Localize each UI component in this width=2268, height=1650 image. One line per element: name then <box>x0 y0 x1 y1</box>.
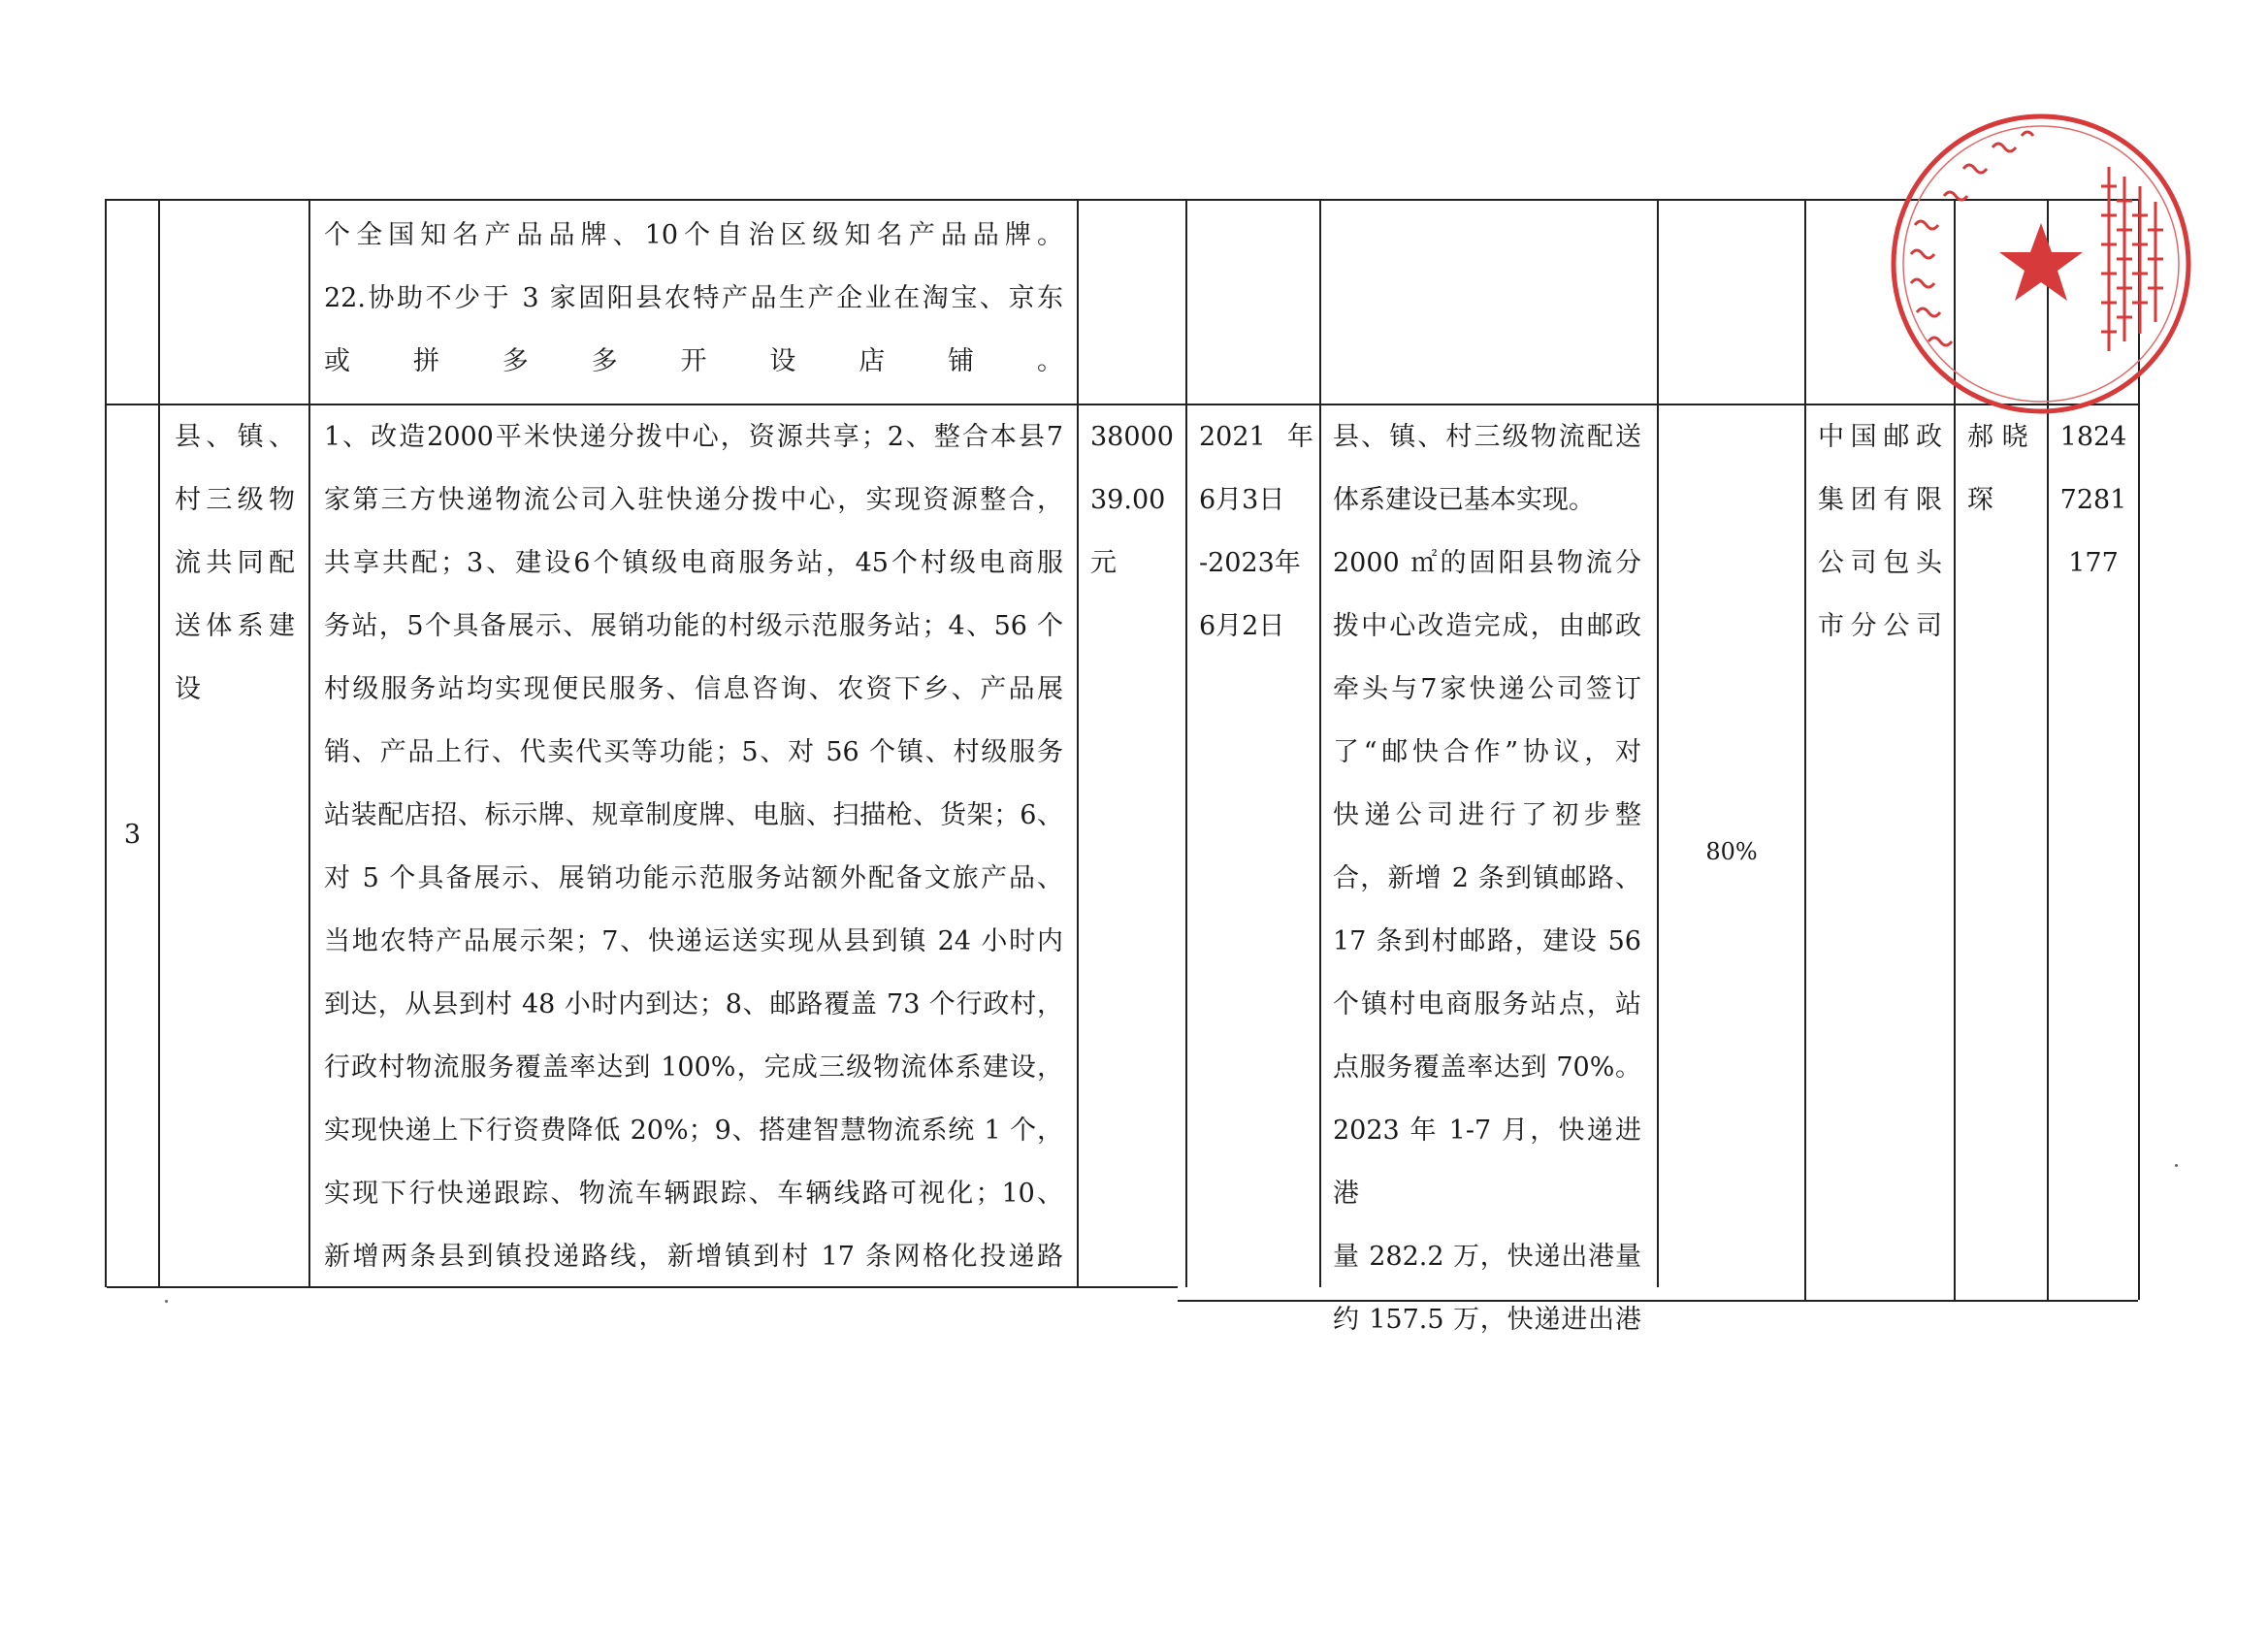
contact-line: 琛 <box>1967 485 1993 515</box>
content-line: 共享共配；3、建设6个镇级电商服务站，45个村级电商服 <box>324 548 1063 578</box>
content-line: 实现下行快递跟踪、物流车辆跟踪、车辆线路可视化；10、 <box>324 1179 1063 1209</box>
period-line: -2023年 <box>1199 548 1301 578</box>
content-line: 1、改造2000平米快递分拨中心，资源共享；2、整合本县7 <box>324 422 1063 452</box>
progress-line: 拨中心改造完成，由邮政 <box>1333 611 1641 641</box>
amount-line: 38000 <box>1090 422 1174 452</box>
phone-cell <box>2049 405 2138 595</box>
amount-line: 元 <box>1090 548 1117 578</box>
progress-line: 2000 ㎡的固阳县物流分 <box>1333 548 1641 578</box>
column-divider <box>1319 199 1321 1287</box>
column-divider <box>158 199 160 1287</box>
phone-line: 177 <box>2068 548 2119 578</box>
project-name-line: 流共同配 <box>175 548 295 578</box>
continued-content-cell <box>324 204 1063 393</box>
progress-line: 量 282.2 万，快递出港量 <box>1333 1242 1641 1272</box>
column-divider <box>1804 199 1806 1300</box>
phone-line: 1824 <box>2059 422 2127 452</box>
contact-line: 郝 晓 <box>1967 422 2028 452</box>
column-divider <box>1185 199 1187 1287</box>
period-cell <box>1199 405 1313 658</box>
project-name-line: 送体系建 <box>175 611 295 641</box>
table-left-border <box>105 199 107 1287</box>
seal-right-vertical-script <box>2101 167 2163 351</box>
period-line: 2021 年 <box>1199 422 1313 452</box>
completion-rate <box>1659 821 1804 884</box>
content-line: 销、产品上行、代卖代买等功能；5、对 56 个镇、村级服务 <box>324 737 1063 767</box>
progress-line: 了“邮快合作”协议，对 <box>1333 737 1641 767</box>
content-line: 对 5 个具备展示、展销功能示范服务站额外配备文旅产品、 <box>324 863 1063 893</box>
contact-person-cell <box>1967 405 2039 532</box>
progress-line: 点服务覆盖率达到 70%。 <box>1333 1052 1641 1083</box>
unit-line: 集团有限 <box>1818 485 1942 515</box>
star-icon <box>1999 223 2083 301</box>
content-line: 务站，5个具备展示、展销功能的村级示范服务站；4、56 个 <box>324 611 1063 641</box>
amount-line: 39.00 <box>1090 485 1166 515</box>
progress-line: 县、镇、村三级物流配送 <box>1333 422 1641 452</box>
column-divider <box>1657 199 1659 1287</box>
unit-line: 中国邮政 <box>1818 422 1942 452</box>
period-line: 6月3日 <box>1199 485 1285 515</box>
content-cell <box>324 405 1063 1288</box>
content-line: 22.协助不少于 3 家固阳县农特产品生产企业在淘宝、京东 <box>324 283 1063 313</box>
content-line: 当地农特产品展示架；7、快递运送实现从县到镇 24 小时内 <box>324 926 1063 956</box>
content-line: 到达，从县到村 48 小时内到达；8、邮路覆盖 73 个行政村， <box>324 989 1063 1019</box>
column-divider <box>1077 199 1079 1287</box>
row-number <box>107 803 158 866</box>
amount-cell <box>1090 405 1174 595</box>
content-line: 个全国知名产品品牌、10个自治区级知名产品品牌。 <box>324 220 1063 250</box>
column-divider <box>308 199 310 1287</box>
content-line: 站装配店招、标示牌、规章制度牌、电脑、扫描枪、货架；6、 <box>324 800 1063 830</box>
progress-cell <box>1333 405 1641 1351</box>
phone-line: 7281 <box>2059 485 2127 515</box>
scan-speck <box>165 1300 168 1303</box>
content-line: 行政村物流服务覆盖率达到 100%，完成三级物流体系建设， <box>324 1052 1063 1083</box>
project-name-line: 县、镇、 <box>175 422 295 452</box>
content-line: 实现快递上下行资费降低 20%；9、搭建智慧物流系统 1 个， <box>324 1116 1063 1146</box>
responsible-unit-cell <box>1818 405 1942 658</box>
progress-line: 快递公司进行了初步整 <box>1333 800 1641 830</box>
progress-line: 2023 年 1-7 月，快递进港 <box>1333 1116 1641 1209</box>
content-line: 家第三方快递物流公司入驻快递分拨中心，实现资源整合， <box>324 485 1063 515</box>
content-line: 或拼多多开设店铺。 <box>324 346 1063 376</box>
project-name-line: 设 <box>175 674 201 704</box>
content-line: 新增两条县到镇投递路线，新增镇到村 17 条网格化投递路 <box>324 1242 1063 1272</box>
content-line: 村级服务站均实现便民服务、信息咨询、农资下乡、产品展 <box>324 674 1063 704</box>
progress-line: 合，新增 2 条到镇邮路、 <box>1333 863 1641 893</box>
progress-line: 17 条到村邮路，建设 56 <box>1333 926 1641 956</box>
unit-line: 市分公司 <box>1818 611 1942 641</box>
project-name-cell <box>175 405 295 721</box>
progress-line: 体系建设已基本实现。 <box>1333 485 1595 515</box>
table-top-border <box>107 199 2138 201</box>
official-seal <box>1886 109 2196 419</box>
table-bottom-border-right <box>1178 1300 2138 1302</box>
project-name-line: 村三级物 <box>175 485 295 515</box>
progress-line: 牵头与7家快递公司签订 <box>1333 674 1641 704</box>
period-line: 6月2日 <box>1199 611 1285 641</box>
row-number-text: 3 <box>123 820 142 850</box>
scan-speck <box>2175 1164 2178 1167</box>
completion-rate-text: 80% <box>1705 838 1758 865</box>
progress-line: 个镇村电商服务站点，站 <box>1333 989 1641 1019</box>
progress-line: 约 157.5 万，快递进出港 <box>1333 1305 1641 1335</box>
unit-line: 公司包头 <box>1818 548 1942 578</box>
